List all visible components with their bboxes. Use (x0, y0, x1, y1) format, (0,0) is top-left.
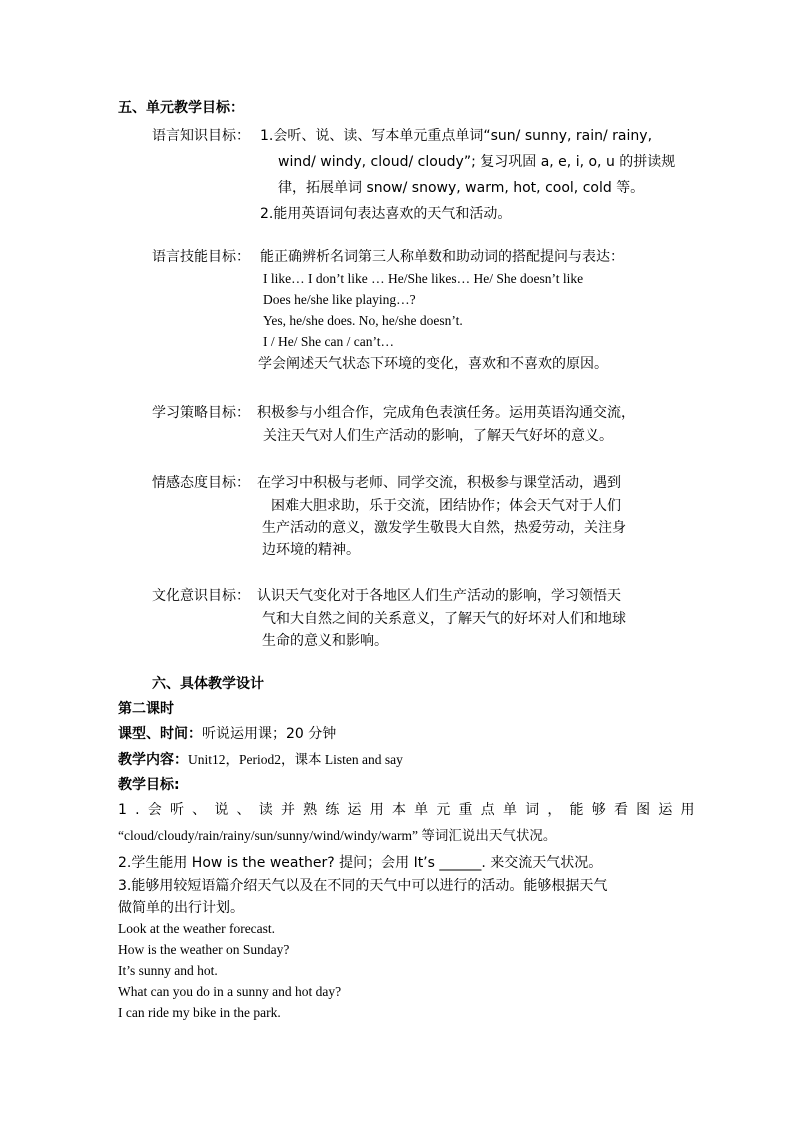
language-skill-line-6: 学会阐述天气状态下环境的变化，喜欢和不喜欢的原因。 (258, 356, 608, 372)
language-skill-line-2: I like… I don’t like … He/She likes… He/ She doesn’t like (263, 271, 584, 286)
type-time-row (118, 724, 336, 744)
cultural-awareness-line-1: 认识天气变化对于各地区人们生产活动的影响，学习领悟天 (257, 588, 621, 604)
language-knowledge-line-1: 1.会听、说、读、写本单元重点单词“sun/ sunny, rain/ rainy, (260, 128, 653, 144)
language-knowledge-line-3: 律，拓展单词 snow/ snowy, warm, hot, cool, cold 等。 (278, 180, 645, 196)
language-skill-line-1: 能正确辨析名词第三人称单数和助动词的搭配提问与表达： (260, 249, 624, 265)
label-language-knowledge: 语言知识目标： (152, 128, 250, 144)
goal-3-line-2: 做简单的出行计划。 (118, 900, 244, 916)
learning-strategy-line-1: 积极参与小组合作，完成角色表演任务。运用英语沟通交流， (257, 405, 635, 421)
content-label: 教学内容： (118, 752, 188, 768)
language-skill-line-4: Yes, he/she does. No, he/she doesn’t. (263, 313, 463, 328)
language-knowledge-line-2: wind/ windy, cloud/ cloudy”; 复习巩固 a, e, i, o, u 的拼读规 (278, 154, 676, 170)
emotion-attitude-line-3: 生产活动的意义，激发学生敬畏大自然，热爱劳动，关注身 (262, 520, 626, 536)
lesson-title: 第二课时 (118, 701, 174, 717)
section-heading-teaching-design: 六、具体教学设计 (152, 676, 264, 692)
label-emotion-attitude: 情感态度目标： (152, 475, 250, 491)
cultural-awareness-line-2: 气和大自然之间的关系意义，了解天气的好坏对人们和地球 (262, 611, 626, 627)
goal-1-line-1: 1.会听、说、读并熟练运用本单元重点单词，能够看图运用 (118, 802, 703, 818)
label-cultural-awareness: 文化意识目标： (152, 588, 250, 604)
learning-strategy-line-2: 关注天气对人们生产活动的影响，了解天气好坏的意义。 (263, 428, 613, 444)
emotion-attitude-line-4: 边环境的精神。 (262, 542, 360, 558)
cultural-awareness-line-3: 生命的意义和影响。 (262, 633, 388, 649)
goal-1-line-2: “cloud/cloudy/rain/rainy/sun/sunny/wind/windy/warm” 等词汇说出天气状况。 (118, 828, 557, 843)
type-time-label: 课型、时间： (118, 726, 202, 742)
dialogue-line-1: Look at the weather forecast. (118, 921, 276, 936)
dialogue-line-2: How is the weather on Sunday? (118, 942, 290, 957)
emotion-attitude-line-2: 困难大胆求助，乐于交流，团结协作；体会天气对于人们 (271, 498, 621, 514)
goals-label: 教学目标: (118, 777, 180, 793)
type-time-value: 听说运用课；20 分钟 (202, 726, 337, 742)
goal-2: 2.学生能用 How is the weather? 提问；会用 It’s ______. 来交流天气状况。 (118, 855, 603, 871)
language-knowledge-line-4: 2.能用英语词句表达喜欢的天气和活动。 (260, 206, 512, 222)
goal-3-line-1: 3.能够用较短语篇介绍天气以及在不同的天气中可以进行的活动。能够根据天气 (118, 878, 608, 894)
language-skill-line-5: I / He/ She can / can’t… (263, 334, 394, 349)
section-heading-unit-goals: 五、单元教学目标： (118, 100, 244, 116)
content-row (118, 750, 403, 770)
emotion-attitude-line-1: 在学习中积极与老师、同学交流，积极参与课堂活动，遇到 (257, 475, 621, 491)
label-learning-strategy: 学习策略目标： (152, 405, 250, 421)
dialogue-line-4: What can you do in a sunny and hot day? (118, 984, 342, 999)
content-value: Unit12，Period2，课本 Listen and say (188, 752, 403, 767)
label-language-skill: 语言技能目标： (152, 249, 250, 265)
dialogue-line-5: I can ride my bike in the park. (118, 1005, 281, 1020)
language-skill-line-3: Does he/she like playing…? (263, 292, 416, 307)
dialogue-line-3: It’s sunny and hot. (118, 963, 218, 978)
